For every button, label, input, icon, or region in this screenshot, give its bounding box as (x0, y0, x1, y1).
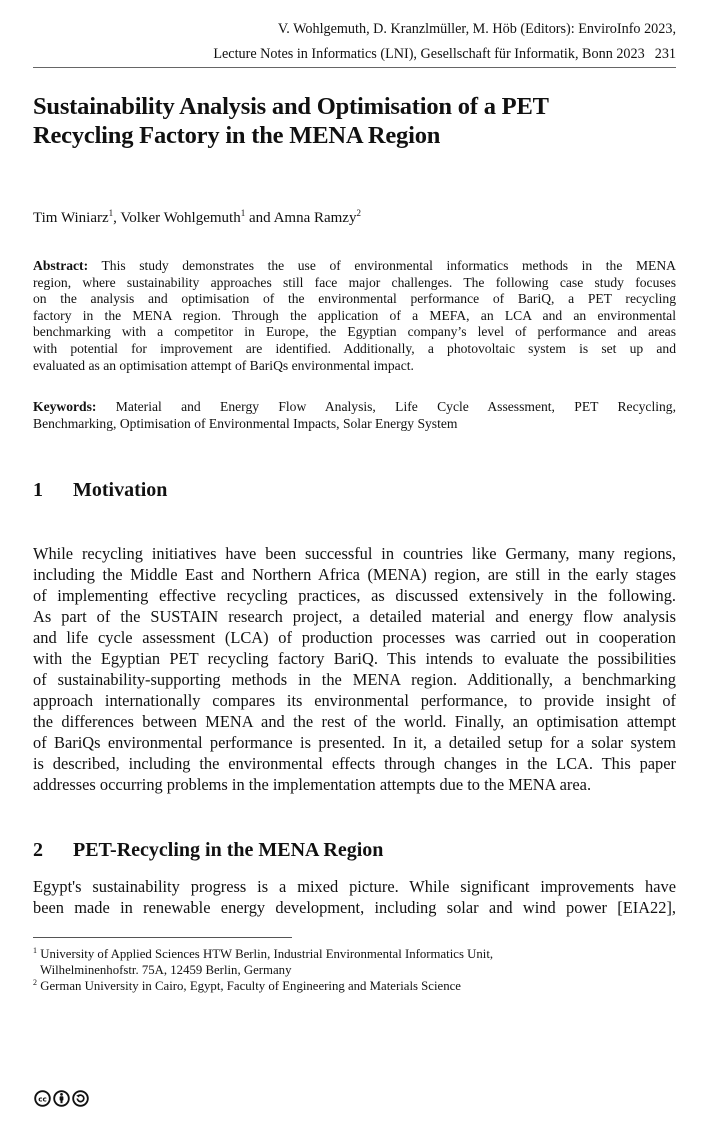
svg-text:cc: cc (38, 1094, 47, 1104)
paper-title (33, 92, 676, 150)
abstract-line: evaluated as an optimisation attempt of BariQs environmental impact. (33, 357, 414, 373)
footnote-mark: 1 (33, 946, 37, 955)
body-line: the differences between MENA and the rest of the world. Finally, an optimisation attempt (33, 712, 676, 731)
body-line: of sustainability-supporting methods in the MENA region. Additionally, a benchmarking (33, 670, 676, 689)
author-separator: , (113, 210, 121, 226)
body-line: been made in renewable energy development, including solar and wind power [EIA22], (33, 898, 676, 917)
section-title: PET-Recycling in the MENA Region (73, 839, 384, 861)
body-line: approach internationally compares its environmental performance, to provide insight of (33, 691, 676, 710)
section-title: Motivation (73, 479, 168, 501)
body-line: is described, including the environmental effects through changes in the LCA. This paper (33, 754, 676, 773)
author-name: Volker Wohlgemuth (120, 210, 241, 226)
section-heading-pet-recycling (33, 838, 383, 862)
body-line: addresses occurring problems in the implementation attempts due to the MENA area. (33, 775, 592, 794)
section-heading-motivation (33, 478, 167, 502)
footnote-1-cont: Wilhelminenhofstr. 75A, 12459 Berlin, Germany (40, 963, 292, 977)
footnote-mark: 2 (33, 978, 37, 987)
keywords-label: Keywords: (33, 399, 97, 414)
keywords-line: Benchmarking, Optimisation of Environmental Impacts, Solar Energy System (33, 415, 458, 431)
sharealike-icon (72, 1090, 89, 1107)
affiliation-mark: 2 (356, 208, 361, 218)
author-separator: and (245, 210, 274, 226)
abstract-line: factory in the MENA region. Through the application of a MEFA, an LCA and an environmental (33, 307, 676, 323)
body-line: As part of the SUSTAIN research project, a detailed material and energy flow analysis (33, 607, 676, 626)
abstract-line: benchmarking with a competitor in Europe, the Egyptian company’s level of performance and areas (33, 324, 676, 340)
abstract-line (33, 258, 676, 275)
body-line: of BariQs environmental performance is presented. In it, a detailed setup for a solar system (33, 733, 676, 752)
keywords-text: Material and Energy Flow Analysis, Life Cycle Assessment, PET Recycling, (96, 399, 676, 414)
title-line-1: Sustainability Analysis and Optimisation of a PET (33, 93, 549, 120)
body-line: with the Egyptian PET recycling factory BariQ. This intends to evaluate the possibilities (33, 649, 676, 668)
cc-icon (34, 1090, 51, 1107)
abstract-text: This study demonstrates the use of environmental informatics methods in the MENA (88, 258, 676, 273)
body-line: Egypt's sustainability progress is a mixed picture. While significant improvements have (33, 877, 676, 896)
footnote-1 (33, 947, 493, 963)
abstract-line: region, where sustainability approaches still face major challenges. The following case study focuses (33, 274, 676, 290)
body-line: While recycling initiatives have been successful in countries like Germany, many regions, (33, 544, 676, 563)
attribution-icon (53, 1090, 70, 1107)
author-name: Tim Winiarz (33, 210, 109, 226)
body-line: including the Middle East and Northern Africa (MENA) region, are still in the early stages (33, 565, 676, 584)
footnote-text: German University in Cairo, Egypt, Faculty of Engineering and Materials Science (40, 979, 461, 993)
series-info: Lecture Notes in Informatics (LNI), Gesellschaft für Informatik, Bonn 2023 (213, 46, 645, 62)
header-rule (33, 67, 676, 68)
running-header-series (33, 45, 676, 64)
page-number: 231 (654, 46, 676, 62)
affiliation-mark: 1 (240, 208, 246, 218)
body-line: of implementing effective recycling practices, as discussed extensively in the following. (33, 586, 676, 605)
title-line-2: Recycling Factory in the MENA Region (33, 122, 441, 149)
author-name: Amna Ramzy (273, 210, 357, 226)
footnote-2 (33, 979, 461, 995)
abstract-line: with potential for improvement are identified. Additionally, a photovoltaic system is set up and (33, 341, 676, 356)
section-number: 2 (33, 839, 43, 861)
abstract-label: Abstract: (33, 258, 89, 273)
section-number: 1 (33, 479, 43, 501)
author-list (33, 208, 361, 228)
footnote-rule (33, 937, 292, 938)
body-line: and life cycle assessment (LCA) of production processes was carried out in cooperation (33, 628, 676, 647)
license-badge (34, 1090, 89, 1107)
keywords-line (33, 399, 676, 416)
affiliation-mark: 1 (108, 208, 114, 218)
abstract-line: on the analysis and optimisation of the environmental performance of BariQ, a PET recycling (33, 291, 676, 307)
running-header-editors: V. Wohlgemuth, D. Kranzlmüller, M. Höb (Editors): EnviroInfo 2023, (277, 21, 676, 37)
footnote-text: University of Applied Sciences HTW Berlin, Industrial Environmental Informatics Unit, (40, 947, 494, 961)
